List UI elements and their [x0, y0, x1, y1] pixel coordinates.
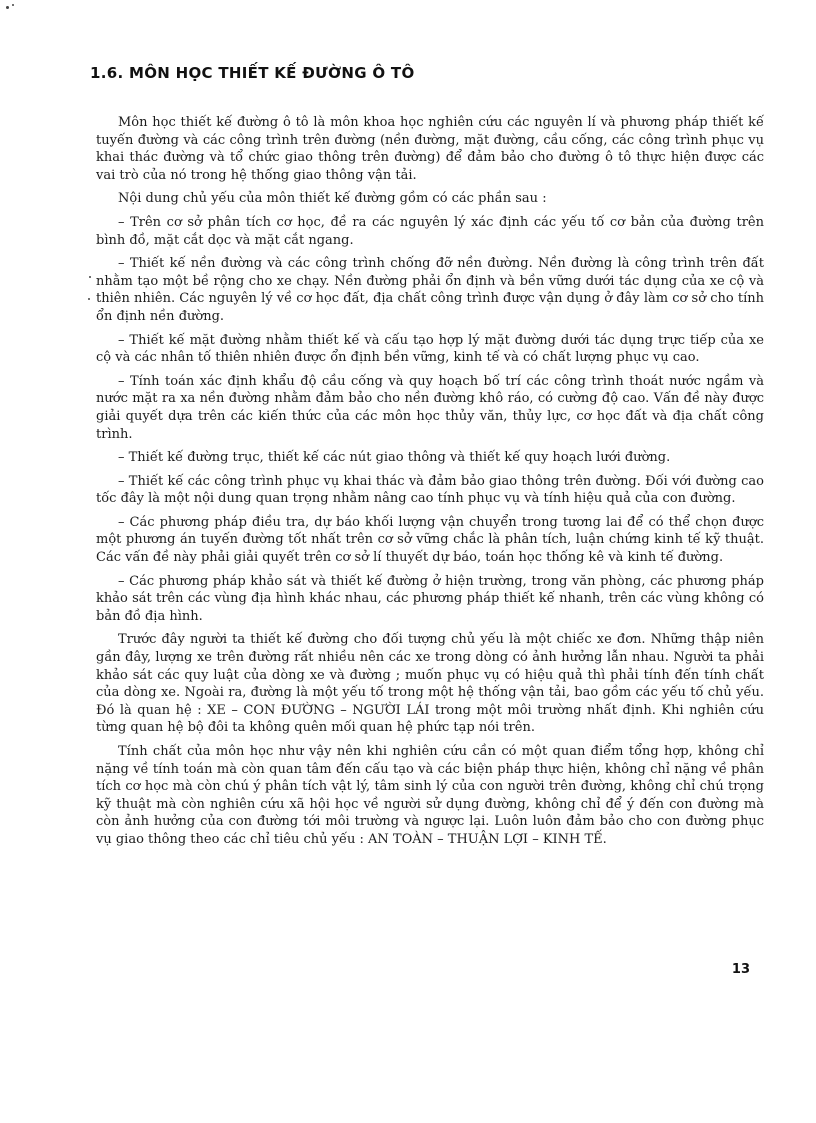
page-number: 13 — [731, 962, 750, 977]
scan-speck — [88, 298, 90, 300]
scan-speck — [89, 276, 91, 278]
paragraph: Trước đây người ta thiết kế đường cho đối tượng chủ yếu là một chiếc xe đơn. Những thập niên gần đây, lượng xe trên đường rất nhiều nên các xe trong dòng có ảnh hưởng lẫn nhau. Người ta phải khảo sát các quy luật của dòng xe và đường ; muốn phục vụ có hiệu quả thì phải tính đến tính chất của dòng xe. Ngoài ra, đường là một yếu tố trong một hệ thống vận tải, bao gồm các yếu tố chủ yếu. Đó là quan hệ : XE – CON ĐƯỜNG – NGƯỜI LÁI trong một môi trường nhất định. Khi nghiên cứu từng quan hệ bộ đôi ta không quên mối quan hệ phức tạp nói trên. — [96, 632, 764, 736]
paragraph: Tính chất của môn học như vậy nên khi nghiên cứu cần có một quan điểm tổng hợp, không chỉ nặng về tính toán mà còn quan tâm đến cấu tạo và các biện pháp thực hiện, không chỉ nặng về phân tích cơ học mà còn chú ý phân tích vật lý, tâm sinh lý của con người trên đường, không chỉ chú trọng kỹ thuật mà còn nghiên cứu xã hội học về người sử dụng đường, không chỉ để ý đến con đường mà còn ảnh hưởng của con đường tới môi trường và ngược lại. Luôn luôn đảm bảo cho con đường phục vụ giao thông theo các chỉ tiêu chủ yếu : AN TOÀN – THUẬN LỢI – KINH TẾ. — [96, 744, 764, 847]
list-item: – Các phương pháp điều tra, dự báo khối lượng vận chuyển trong tương lai để có thể chọn được một phương án tuyến đường tốt nhất trên cơ sở vững chắc là phân tích, luận chứng kinh tế kỹ thuật. Các vấn đề này phải giải quyết trên cơ sở lí thuyết dự báo, toán học thống kê và kinh tế đường. — [96, 514, 764, 566]
paragraph: Nội dung chủ yếu của môn thiết kế đường gồm có các phần sau : — [118, 191, 547, 207]
scan-speck — [12, 4, 14, 6]
paragraph: Môn học thiết kế đường ô tô là môn khoa học nghiên cứu các nguyên lí và phương pháp thiết kế tuyến đường và các công trình trên đường (nền đường, mặt đường, cầu cống, các công trình phục vụ khai thác đường và tổ chức giao thông trên đường) để đảm bảo cho đường ô tô thực hiện được các vai trò của nó trong hệ thống giao thông vận tải. — [96, 115, 764, 183]
list-item: – Tính toán xác định khẩu độ cầu cống và quy hoạch bố trí các công trình thoát nước ngầm và nước mặt ra xa nền đường nhằm đảm bảo cho nền đường khô ráo, có cường độ cao. Vấn đề này được giải quyết dựa trên các kiến thức của các môn học thủy văn, thủy lực, cơ học đất và địa chất công trình. — [96, 373, 764, 442]
body-text — [96, 114, 764, 855]
list-item: – Thiết kế nền đường và các công trình chống đỡ nền đường. Nền đường là công trình trên đất nhằm tạo một bề rộng cho xe chạy. Nền đường phải ổn định và bền vững dưới tác dụng của xe cộ và thiên nhiên. Các nguyên lý về cơ học đất, địa chất công trình được vận dụng ở đây làm cơ sở cho tính ổn định nền đường. — [96, 256, 764, 324]
section-heading: 1.6. MÔN HỌC THIẾT KẾ ĐƯỜNG Ô TÔ — [90, 64, 415, 82]
list-item: – Các phương pháp khảo sát và thiết kế đường ở hiện trường, trong văn phòng, các phương pháp khảo sát trên các vùng địa hình khác nhau, các phương pháp thiết kế nhanh, trên các vùng không có bản đồ địa hình. — [96, 573, 764, 624]
list-item: – Thiết kế đường trục, thiết kế các nút giao thông và thiết kế quy hoạch lưới đường. — [118, 450, 671, 466]
list-item: – Trên cơ sở phân tích cơ học, đề ra các nguyên lý xác định các yếu tố cơ bản của đường trên bình đồ, mặt cắt dọc và mặt cắt ngang. — [96, 214, 764, 248]
list-item: – Thiết kế các công trình phục vụ khai thác và đảm bảo giao thông trên đường. Đối với đường cao tốc đây là một nội dung quan trọng nhằm nâng cao tính phục vụ và tính hiệu quả của con đường. — [96, 473, 764, 507]
list-item: – Thiết kế mặt đường nhằm thiết kế và cấu tạo hợp lý mặt đường dưới tác dụng trực tiếp của xe cộ và các nhân tố thiên nhiên được ổn định bền vững, kinh tế và có chất lượng phục vụ cao. — [96, 332, 764, 366]
scan-speck — [6, 6, 9, 9]
